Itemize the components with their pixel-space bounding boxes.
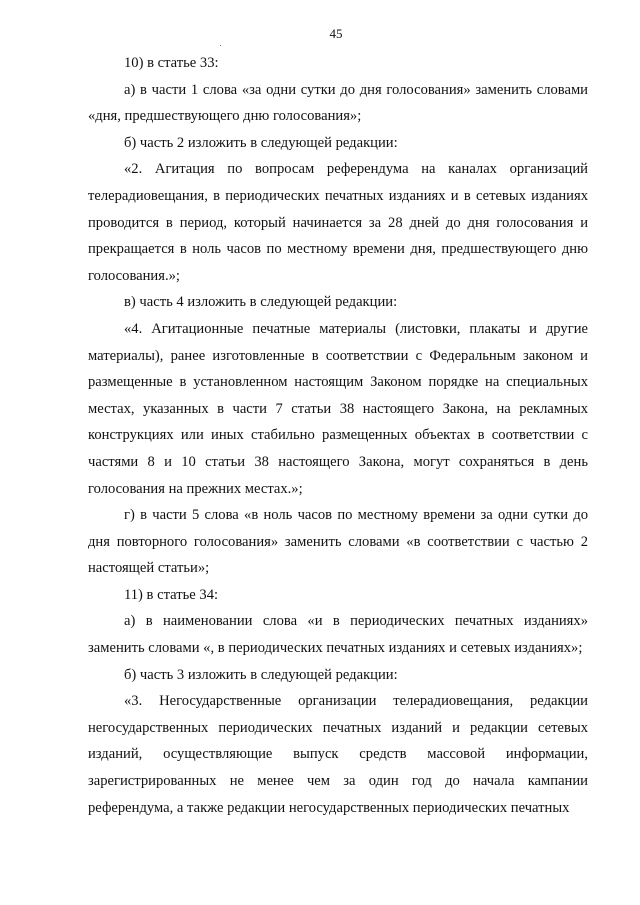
paragraph-34-a: а) в наименовании слова «и в периодических печатных изданиях» заменить словами «, в периодических печатных изданиях и сетевых изданиях»;	[88, 613, 588, 657]
paragraph-33-g: г) в части 5 слова «в ноль часов по местному времени за одни сутки до дня повторного голосования» заменить словами «в соответствии с частью 2 настоящей статьи»;	[88, 507, 588, 577]
paragraph-33-a: а) в части 1 слова «за одни сутки до дня голосования» заменить словами «дня, предшествующего дню голосования»;	[88, 81, 588, 125]
paragraph-34-part-3-text: «3. Негосударственные организации телерадиовещания, редакции негосударственных периодических печатных изданий и редакции сетевых изданий, осуществляющие выпуск средств массовой информации, зарегистрированных не менее чем за один год до начала кампании референдума, а также редакции негосударственных периодических печатных	[88, 693, 588, 816]
paragraph-article-33-heading: 10) в статье 33:	[124, 55, 219, 71]
paragraph-33-part-4-text: «4. Агитационные печатные материалы (листовки, плакаты и другие материалы), ранее изготовленные в соответствии с Федеральным законом и размещенные в установленном настоящим Законом порядке на специальных местах, указанных в части 7 статьи 38 настоящего Закона, на рекламных конструкциях или иных стабильно размещенных объектах в соответствии с частями 8 и 10 статьи 38 настоящего Закона, могут сохраняться в день голосования на прежних местах.»;	[88, 320, 588, 497]
document-body	[88, 50, 588, 821]
paragraph-33-part-2-text: «2. Агитация по вопросам референдума на каналах организаций телерадиовещания, в периодических печатных изданиях и в сетевых изданиях проводится в период, который начинается за 28 дней до дня голосования и прекращается в ноль часов по местному времени дня, предшествующего дню голосования.»;	[88, 161, 588, 284]
scan-speck	[220, 45, 221, 46]
paragraph-33-b: б) часть 2 изложить в следующей редакции:	[124, 134, 398, 151]
paragraph-article-34-heading: 11) в статье 34:	[124, 586, 219, 603]
paragraph-34-b: б) часть 3 изложить в следующей редакции:	[124, 666, 398, 683]
paragraph-33-v: в) часть 4 изложить в следующей редакции:	[124, 294, 398, 311]
page-number: 45	[329, 26, 343, 41]
